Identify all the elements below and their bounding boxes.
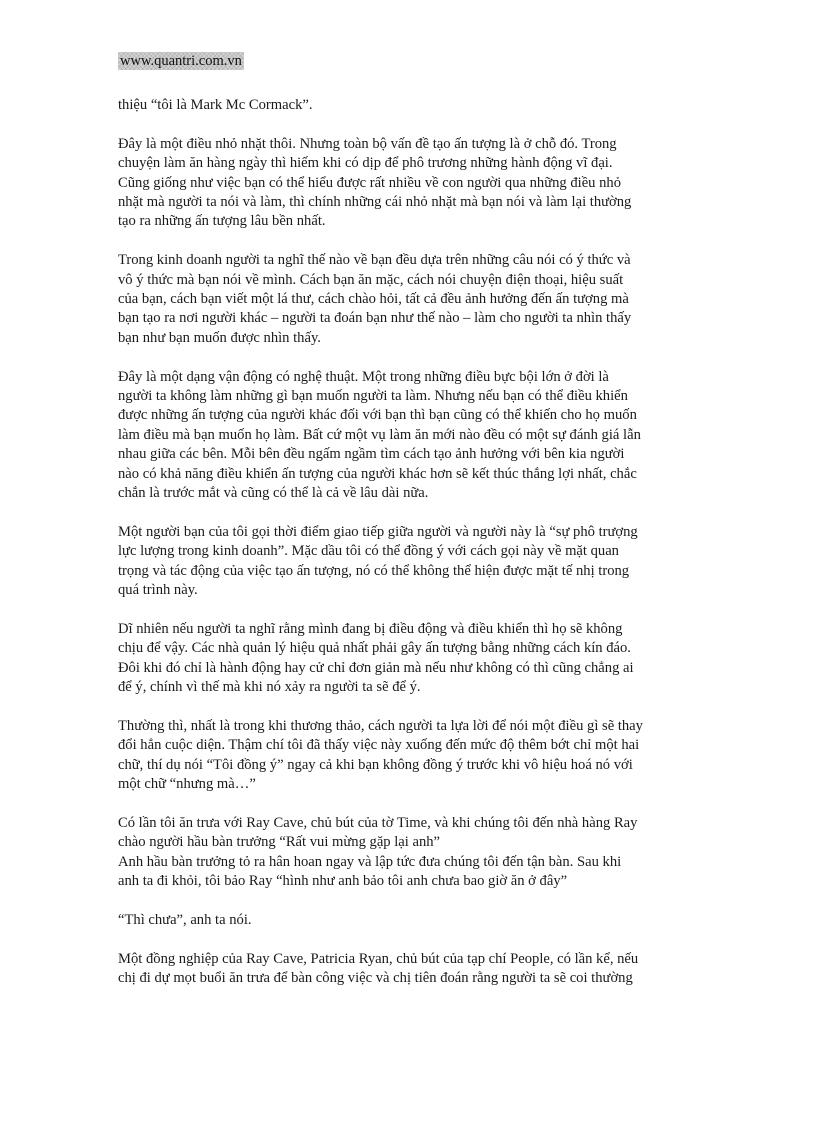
- paragraph: [118, 523, 718, 601]
- text-line: “Thì chưa”, anh ta nói.: [118, 911, 252, 928]
- text-line: Thường thì, nhất là trong khi thương thảo, cách người ta lựa lời để nói một điều gì sẽ thay: [118, 717, 643, 734]
- text-line: Trong kinh doanh người ta nghĩ thế nào về bạn đều dựa trên những câu nói có ý thức và: [118, 252, 631, 269]
- text-line: của bạn, cách bạn viết một lá thư, cách chào hỏi, tất cả đều ảnh hưởng đến ấn tượng mà: [118, 291, 629, 308]
- text-line: bạn tạo ra nơi người khác – người ta đoán bạn như thế nào – làm cho người ta nhìn thấy: [118, 310, 632, 327]
- text-line: trọng và tác động của việc tạo ấn tượng, nó có thể không thể hiện được mặt tế nhị trong: [118, 562, 630, 579]
- paragraph: [118, 717, 718, 795]
- text-line: Đây là một dạng vận động có nghệ thuật. Một trong những điều bực bội lớn ở đời là: [118, 368, 609, 385]
- text-line: lực lượng trong kinh doanh”. Mặc dầu tôi có thể đồng ý với cách gọi này về mặt quan: [118, 543, 619, 560]
- text-line: nhau giữa các bên. Mỗi bên đều ngấm ngầm tìm cách tạo ảnh hưởng với bên kia người: [118, 446, 625, 463]
- paragraph: [118, 911, 718, 930]
- text-line: Có lần tôi ăn trưa với Ray Cave, chủ bút của tờ Time, và khi chúng tôi đến nhà hàng Ray: [118, 814, 638, 831]
- text-line: tạo ra những ấn tượng lâu bền nhất.: [118, 213, 326, 230]
- paragraph: [118, 814, 718, 892]
- text-line: Đây là một điều nhỏ nhặt thôi. Nhưng toàn bộ vấn đề tạo ấn tượng là ở chỗ đó. Trong: [118, 135, 617, 152]
- paragraph: [118, 950, 718, 989]
- text-line: vô ý thức mà bạn nói về mình. Cách bạn ăn mặc, cách nói chuyện điện thoại, hiệu suất: [118, 271, 624, 288]
- text-line: chữ, thí dụ nói “Tôi đồng ý” ngay cả khi bạn không đồng ý trước khi vô hiệu hoá nó với: [118, 756, 633, 773]
- paragraph: [118, 251, 718, 348]
- text-line: Đôi khi đó chỉ là hành động hay cử chỉ đơn giản mà nếu như không có thì cũng chẳng ai: [118, 659, 634, 676]
- text-line: Dĩ nhiên nếu người ta nghĩ rằng mình đang bị điều động và điều khiển thì họ sẽ không: [118, 620, 623, 637]
- text-line: để ý, chính vì thế mà khi nó xảy ra người ta sẽ để ý.: [118, 679, 421, 696]
- text-line: Cũng giống như việc bạn có thể hiểu được rất nhiều về con người qua những điều nhỏ: [118, 174, 622, 191]
- text-line: được những ấn tượng của người khác đối với bạn thì bạn cũng có thể khiến cho họ muốn: [118, 407, 637, 424]
- paragraph: [118, 135, 718, 232]
- text-line: thiệu “tôi là Mark Mc Cormack”.: [118, 97, 313, 113]
- document-body: [118, 96, 718, 1008]
- text-line: chuyện làm ăn hàng ngày thì hiếm khi có dịp để phô trương những hành động vĩ đại.: [118, 155, 613, 172]
- paragraph: [118, 620, 718, 698]
- text-line: chắn là trước mắt và cũng có thể là cả về lâu dài nữa.: [118, 485, 429, 502]
- text-line: đổi hẳn cuộc diện. Thậm chí tôi đã thấy việc này xuống đến mức độ thêm bớt chỉ một hai: [118, 737, 640, 754]
- text-line: anh ta đi khỏi, tôi bảo Ray “hình như anh bảo tôi anh chưa bao giờ ăn ở đây”: [118, 873, 568, 890]
- paragraph: [118, 368, 718, 504]
- text-line: nhặt mà người ta nói và làm, thì chính những cái nhỏ nhặt mà bạn nói và làm lại thường: [118, 194, 632, 211]
- site-url-header: www.quantri.com.vn: [120, 53, 242, 69]
- text-line: làm điều mà bạn muốn họ làm. Bất cứ một vụ làm ăn mới nào đều có một sự đánh giá lẫn: [118, 426, 641, 443]
- text-line: quá trình này.: [118, 582, 198, 599]
- text-line: chào người hầu bàn trưởng “Rất vui mừng gặp lại anh”: [118, 834, 441, 851]
- paragraph: [118, 96, 718, 115]
- text-line: Anh hầu bàn trưởng tỏ ra hân hoan ngay và lập tức đưa chúng tôi đến tận bàn. Sau khi: [118, 853, 622, 870]
- text-line: nào có khả năng điều khiển ấn tượng của người khác hơn sẽ kết thúc thắng lợi nhất, chắc: [118, 465, 637, 482]
- text-line: Một đồng nghiệp của Ray Cave, Patricia Ryan, chủ bút của tạp chí People, có lần kể, nếu: [118, 950, 639, 967]
- text-line: Một người bạn của tôi gọi thời điểm giao tiếp giữa người và người này là “sự phô trượng: [118, 523, 638, 540]
- text-line: một chữ “nhưng mà…”: [118, 776, 256, 793]
- text-line: chịu để vậy. Các nhà quản lý hiệu quả nhất phải gây ấn tượng bằng những cách kín đáo.: [118, 640, 631, 657]
- text-line: chị đi dự mọt buổi ăn trưa để bàn công việc và chị tiên đoán rằng người ta sẽ coi thường: [118, 970, 633, 987]
- text-line: người ta không làm những gì bạn muốn người ta làm. Nhưng nếu bạn có thể điều khiển: [118, 388, 628, 405]
- text-line: bạn như bạn muốn được nhìn thấy.: [118, 329, 321, 346]
